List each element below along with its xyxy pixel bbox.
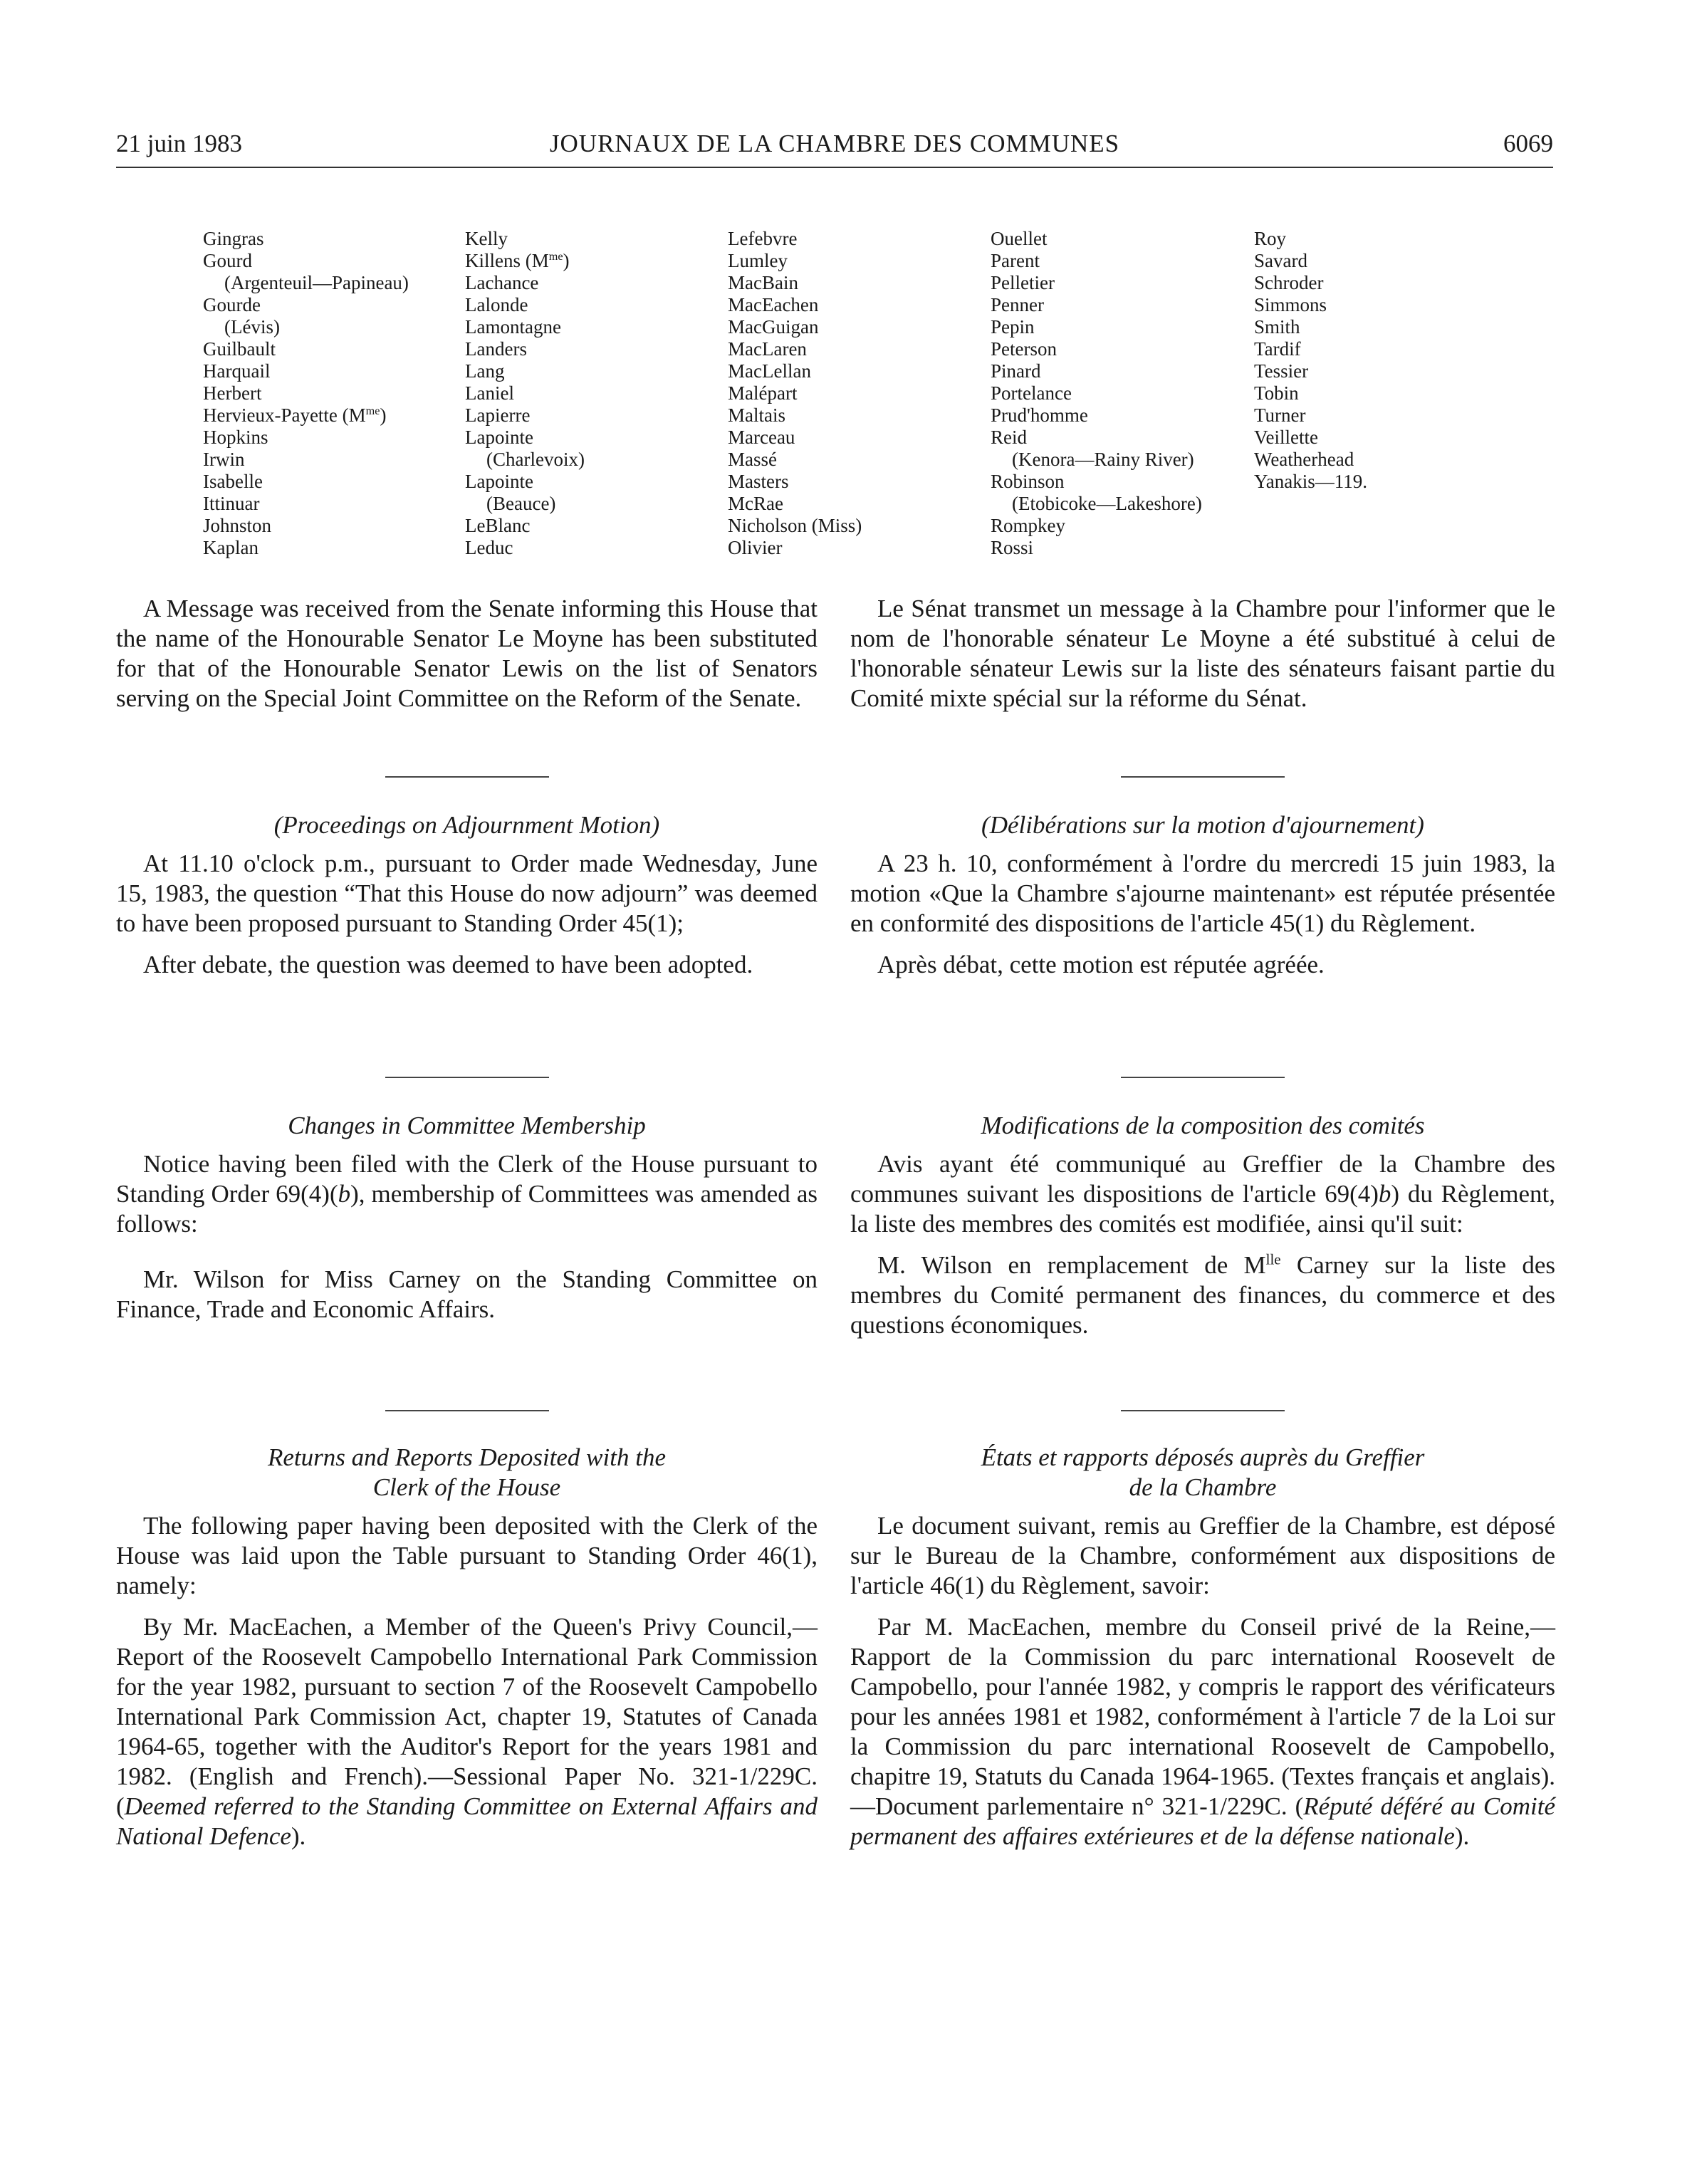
name-entry: Rossi bbox=[991, 537, 1034, 558]
name-entry: Prud'homme bbox=[991, 404, 1088, 426]
name-entry: Marceau bbox=[728, 427, 795, 448]
en-returns-section bbox=[116, 1410, 818, 1863]
name-entry: Lang bbox=[465, 360, 505, 382]
name-entry: Gourd bbox=[203, 250, 252, 271]
fr-senate-message bbox=[850, 594, 1555, 725]
names-column-3 bbox=[728, 228, 862, 559]
name-entry: Robinson bbox=[991, 471, 1065, 492]
name-entry: Portelance bbox=[991, 382, 1072, 404]
paragraph: By Mr. MacEachen, a Member of the Queen's Privy Council,—Report of the Roosevelt Campobello International Park Commission for the year 1982, pursuant to section 7 of the Roosevelt Campobello International Park Commission Act, chapter 19, Statutes of Canada 1964-65, together with the Auditor's Report for the years 1981 and 1982. (English and French).—Sessional Paper No. 321-1/229C. (Deemed referred to the Standing Committee on External Affairs and National Defence). bbox=[116, 1613, 818, 1850]
name-entry: Rompkey bbox=[991, 515, 1065, 536]
name-entry: Hopkins bbox=[203, 427, 268, 448]
paragraph: Le Sénat transmet un message à la Chambre pour l'informer que le nom de l'honorable sénateur Le Moyne a été substitué à celui de l'honorable sénateur Lewis sur la liste des sénateurs faisant partie du Comité mixte spécial sur la réforme du Sénat. bbox=[850, 595, 1555, 712]
name-entry: Pinard bbox=[991, 360, 1041, 382]
paragraph: At 11.10 o'clock p.m., pursuant to Order made Wednesday, June 15, 1983, the question “That this House do now adjourn” was deemed to have been proposed pursuant to Standing Order 45(1); bbox=[116, 850, 818, 937]
section-heading: Returns and Reports Deposited with the bbox=[268, 1443, 666, 1471]
name-entry: Savard bbox=[1254, 250, 1307, 271]
paragraph: A Message was received from the Senate informing this House that the name of the Honourable Senator Le Moyne has been substituted for that of the Honourable Senator Lewis on the list of Senators serving on the Special Joint Committee on the Reform of the Senate. bbox=[116, 595, 818, 712]
name-entry: Malépart bbox=[728, 382, 798, 404]
name-entry: Penner bbox=[991, 294, 1044, 315]
name-entry: MacLellan bbox=[728, 360, 811, 382]
name-entry: Veillette bbox=[1254, 427, 1318, 448]
paragraph: Par M. MacEachen, membre du Conseil privé de la Reine,—Rapport de la Commission du parc international Roosevelt de Campobello, pour l'année 1982, y compris le rapport des vérificateurs pour les années 1981 et 1982, conformément à l'article 7 de la Loi sur la Commission du parc international Roosevelt de Campobello, chapitre 19, Statuts du Canada 1964-1965. (Textes français et anglais).—Document parlementaire n° 321-1/229C. (Réputé déféré au Comité permanent des affaires extérieures et de la défense nationale). bbox=[850, 1613, 1555, 1850]
name-entry: Gourde bbox=[203, 294, 261, 315]
name-entry: Ittinuar bbox=[203, 493, 260, 514]
section-heading: États et rapports déposés auprès du Greffier bbox=[981, 1443, 1425, 1471]
name-entry: MacGuigan bbox=[728, 316, 819, 338]
header-title: JOURNAUX DE LA CHAMBRE DES COMMUNES bbox=[549, 130, 1120, 157]
name-entry: Tardif bbox=[1254, 338, 1301, 360]
name-entry: MacBain bbox=[728, 272, 798, 293]
name-entry: Tessier bbox=[1254, 360, 1309, 382]
paragraph: Mr. Wilson for Miss Carney on the Standing Committee on Finance, Trade and Economic Affairs. bbox=[116, 1265, 818, 1323]
names-column-1 bbox=[203, 228, 409, 559]
name-entry: Pelletier bbox=[991, 272, 1055, 293]
name-entry: Landers bbox=[465, 338, 527, 360]
name-entry: Guilbault bbox=[203, 338, 276, 360]
name-entry: Irwin bbox=[203, 449, 245, 470]
name-entry: Lumley bbox=[728, 250, 788, 271]
section-heading: Clerk of the House bbox=[372, 1473, 561, 1501]
name-entry: Kaplan bbox=[203, 537, 258, 558]
section-heading: (Proceedings on Adjournment Motion) bbox=[273, 811, 660, 839]
fr-adjournment-section bbox=[850, 776, 1555, 991]
header-date: 21 juin 1983 bbox=[116, 130, 242, 157]
names-column-4 bbox=[991, 228, 1202, 559]
name-entry: Weatherhead bbox=[1254, 449, 1354, 470]
name-entry: (Lévis) bbox=[224, 316, 280, 338]
name-entry: Olivier bbox=[728, 537, 783, 558]
name-entry: Roy bbox=[1254, 228, 1287, 249]
name-entry: Massé bbox=[728, 449, 777, 470]
name-entry: Lapierre bbox=[465, 404, 531, 426]
name-entry: Reid bbox=[991, 427, 1027, 448]
paragraph: Avis ayant été communiqué au Greffier de la Chambre des communes suivant les dispositions de l'article 69(4)b) du Règlement, la liste des membres des comités est modifiée, ainsi qu'il suit: bbox=[850, 1150, 1556, 1238]
name-entry: (Beauce) bbox=[486, 493, 556, 514]
names-column-5 bbox=[1254, 228, 1367, 493]
name-entry: Hervieux-Payette $(M^{me})$ bbox=[203, 404, 387, 426]
name-entry: (Kenora—Rainy River) bbox=[1012, 449, 1194, 470]
section-heading: Changes in Committee Membership bbox=[288, 1112, 646, 1139]
page-number: 6069 bbox=[1503, 130, 1553, 157]
name-entry: Lapointe bbox=[465, 471, 533, 492]
section-heading: Modifications de la composition des comités bbox=[981, 1112, 1425, 1139]
fr-committee-changes-section bbox=[850, 1077, 1555, 1352]
name-entry: Killens $(M^{me})$ bbox=[465, 250, 570, 271]
name-entry: Lefebvre bbox=[728, 228, 798, 249]
name-entry: MacEachen bbox=[728, 294, 819, 315]
name-entry: (Argenteuil—Papineau) bbox=[224, 272, 409, 293]
paragraph: Notice having been filed with the Clerk of the House pursuant to Standing Order 69(4)(b), membership of Committees was amended as follows: bbox=[116, 1150, 818, 1238]
name-entry: Harquail bbox=[203, 360, 271, 382]
name-entry: Smith bbox=[1254, 316, 1300, 338]
paragraph: After debate, the question was deemed to have been adopted. bbox=[143, 951, 753, 978]
names-column-2 bbox=[465, 228, 585, 559]
paragraph: Le document suivant, remis au Greffier de la Chambre, est déposé sur le Bureau de la Chambre, conformément aux dispositions de l'article 46(1) du Règlement, savoir: bbox=[850, 1512, 1555, 1599]
name-entry: Peterson bbox=[991, 338, 1057, 360]
name-entry: Herbert bbox=[203, 382, 262, 404]
page-header bbox=[116, 130, 1553, 168]
name-entry: Leduc bbox=[465, 537, 513, 558]
name-entry: LeBlanc bbox=[465, 515, 531, 536]
name-entry: Masters bbox=[728, 471, 789, 492]
name-entry: Tobin bbox=[1254, 382, 1299, 404]
name-entry: Laniel bbox=[465, 382, 514, 404]
name-entry: Turner bbox=[1254, 404, 1306, 426]
section-heading: (Délibérations sur la motion d'ajournement) bbox=[981, 811, 1424, 839]
name-entry: Schroder bbox=[1254, 272, 1324, 293]
name-entry: (Etobicoke—Lakeshore) bbox=[1012, 493, 1202, 514]
name-entry: McRae bbox=[728, 493, 783, 514]
paragraph: M. Wilson en remplacement de $M^{lle}$ Carney sur la liste des membres du Comité permanent des finances, du commerce et des questions économiques. bbox=[850, 1250, 1556, 1339]
name-entry: Nicholson (Miss) bbox=[728, 515, 862, 536]
name-entry: Simmons bbox=[1254, 294, 1327, 315]
name-entry: (Charlevoix) bbox=[486, 449, 585, 470]
paragraph: A 23 h. 10, conformément à l'ordre du mercredi 15 juin 1983, la motion «Que la Chambre s'ajourne maintenant» est réputée présentée en conformité des dispositions de l'article 45(1) du Règlement. bbox=[850, 850, 1555, 937]
fr-returns-section bbox=[850, 1410, 1555, 1863]
section-heading: de la Chambre bbox=[1129, 1473, 1277, 1501]
name-entry: Lamontagne bbox=[465, 316, 561, 338]
name-entry: Yanakis—119. bbox=[1254, 471, 1368, 492]
name-entry: Kelly bbox=[465, 228, 508, 249]
name-entry: Pepin bbox=[991, 316, 1035, 338]
en-committee-changes-section bbox=[116, 1077, 818, 1336]
name-entry: Lachance bbox=[465, 272, 539, 293]
name-entry: Lalonde bbox=[465, 294, 528, 315]
en-adjournment-section bbox=[116, 776, 818, 991]
paragraph: Après débat, cette motion est réputée agréée. bbox=[877, 951, 1325, 978]
en-senate-message bbox=[116, 594, 818, 725]
name-entry: Gingras bbox=[203, 228, 264, 249]
name-entry: MacLaren bbox=[728, 338, 807, 360]
name-entry: Maltais bbox=[728, 404, 785, 426]
name-entry: Johnston bbox=[203, 515, 272, 536]
name-entry: Ouellet bbox=[991, 228, 1048, 249]
name-entry: Parent bbox=[991, 250, 1040, 271]
name-entry: Isabelle bbox=[203, 471, 263, 492]
paragraph: The following paper having been deposited with the Clerk of the House was laid upon the Table pursuant to Standing Order 46(1), namely: bbox=[116, 1512, 818, 1599]
name-entry: Lapointe bbox=[465, 427, 533, 448]
